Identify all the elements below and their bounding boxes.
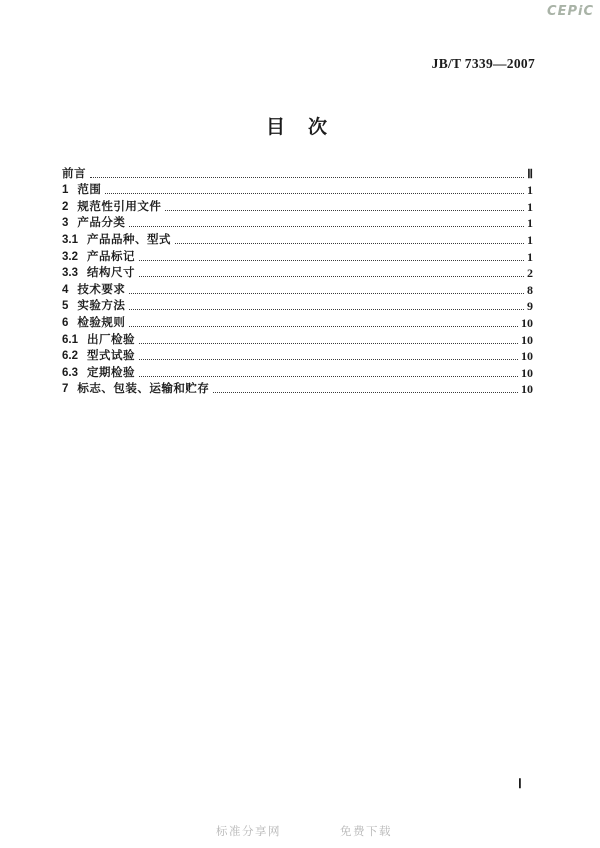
toc-entry-page: 9 <box>527 299 533 314</box>
toc-entry <box>62 197 533 214</box>
toc-entry <box>62 264 533 281</box>
toc-entry-number: 4 <box>62 283 69 296</box>
toc-entry-label: 规范性引用文件 <box>77 200 162 213</box>
toc-entry-label: 标志、包装、运输和贮存 <box>77 383 210 396</box>
toc-entry-number: 1 <box>62 184 69 197</box>
toc-entry <box>62 347 533 364</box>
toc-dot-leader <box>175 243 524 244</box>
toc-entry-label: 技术要求 <box>77 283 126 296</box>
toc-entry-number: 3.1 <box>62 233 78 246</box>
toc-entry-page: 10 <box>521 332 533 347</box>
toc-dot-leader <box>139 260 524 261</box>
toc-entry <box>62 330 533 347</box>
toc-dot-leader <box>105 193 524 194</box>
toc-dot-leader <box>213 392 518 393</box>
toc-entry-number: 6 <box>62 316 69 329</box>
toc-entry <box>62 280 533 297</box>
toc-entry-label: 产品分类 <box>77 217 126 230</box>
toc-entry-label: 产品品种、型式 <box>87 233 171 246</box>
toc-entry <box>62 363 533 380</box>
toc-entry-label: 实验方法 <box>77 300 126 313</box>
toc-entry <box>62 247 533 264</box>
toc-entry-page: 1 <box>527 199 533 214</box>
toc-entry-label: 型式试验 <box>87 350 135 363</box>
toc-dot-leader <box>129 309 524 310</box>
toc-entry-page: Ⅱ <box>527 166 533 181</box>
toc-entry-number: 2 <box>62 200 69 213</box>
toc-entry <box>62 380 533 397</box>
toc-entry-label: 结构尺寸 <box>87 267 135 280</box>
toc-entry-page: 10 <box>521 382 533 397</box>
toc-list <box>62 164 533 396</box>
toc-entry-label: 范围 <box>77 184 102 197</box>
toc-entry-page: 1 <box>527 232 533 247</box>
standard-number: JB/T 7339—2007 <box>431 56 535 71</box>
toc-dot-leader <box>129 326 518 327</box>
toc-dot-leader <box>139 276 524 277</box>
toc-dot-leader <box>139 343 518 344</box>
toc-dot-leader <box>129 226 524 227</box>
toc-dot-leader <box>129 293 524 294</box>
toc-entry <box>62 214 533 231</box>
toc-entry-number: 5 <box>62 300 69 313</box>
toc-entry-page: 10 <box>521 365 533 380</box>
toc-entry-number: 3.3 <box>62 267 78 280</box>
toc-entry <box>62 181 533 198</box>
toc-entry-label: 前言 <box>62 167 86 180</box>
toc-entry-page: 8 <box>527 282 533 297</box>
toc-entry-number: 7 <box>62 383 69 396</box>
toc-dot-leader <box>139 359 518 360</box>
toc-entry-page: 10 <box>521 349 533 364</box>
toc-entry <box>62 297 533 314</box>
toc-entry-label: 定期检验 <box>87 366 135 379</box>
toc-entry-label: 出厂检验 <box>87 333 135 346</box>
toc-dot-leader <box>139 376 518 377</box>
toc-dot-leader <box>90 177 524 178</box>
toc-entry-page: 1 <box>527 183 533 198</box>
toc-entry-page: 2 <box>527 266 533 281</box>
footer-download-label: 免费下载 <box>340 826 392 838</box>
toc-entry-label: 检验规则 <box>77 316 126 329</box>
toc-entry-number: 6.2 <box>62 350 78 363</box>
page-number: Ⅰ <box>518 776 522 791</box>
toc-dot-leader <box>165 210 524 211</box>
toc-entry-page: 1 <box>527 249 533 264</box>
toc-entry-number: 3.2 <box>62 250 78 263</box>
toc-entry-number: 6.1 <box>62 333 78 346</box>
toc-entry-number: 6.3 <box>62 366 78 379</box>
footer-site-name: 标准分享网 <box>216 826 281 838</box>
toc-entry-page: 1 <box>527 216 533 231</box>
toc-entry-page: 10 <box>521 315 533 330</box>
page-title: 目 次 <box>265 117 329 138</box>
toc-entry-number: 3 <box>62 217 69 230</box>
toc-entry <box>62 164 533 181</box>
toc-entry-label: 产品标记 <box>87 250 135 263</box>
toc-entry <box>62 230 533 247</box>
toc-entry <box>62 313 533 330</box>
cepic-watermark: CEPiC <box>547 4 594 19</box>
